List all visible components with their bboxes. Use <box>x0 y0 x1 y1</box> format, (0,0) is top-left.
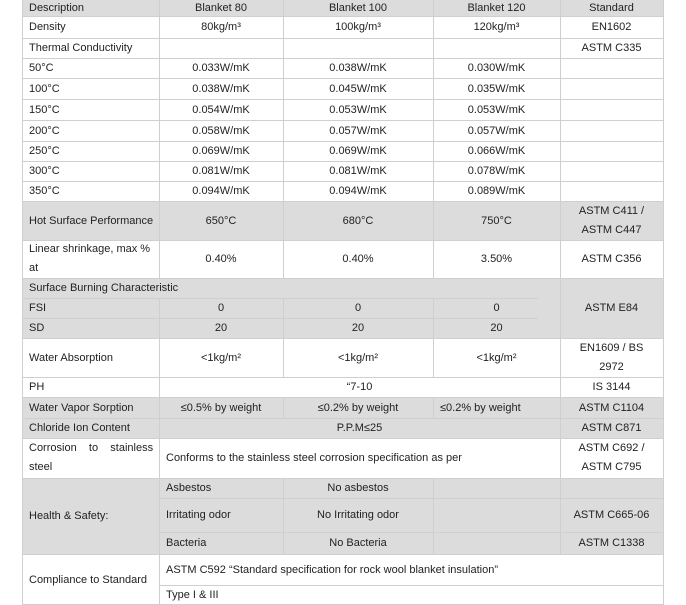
vapor-standard: ASTM C1104 <box>578 401 645 414</box>
corrosion-label-line1: Corrosion to stainless <box>29 442 154 454</box>
water-absorption-b120: <1kg/m² <box>476 351 517 364</box>
hot-surface-b80: 650°C <box>205 214 237 227</box>
hot-surface-std-line2: ASTM C447 <box>581 223 642 236</box>
temp-row <box>22 120 663 141</box>
sd-b100: 20 <box>351 322 365 334</box>
health-safety-block <box>22 478 663 554</box>
density-label: Density <box>29 21 66 33</box>
temp-b100: 0.038W/mK <box>329 62 387 74</box>
header-blanket-80: Blanket 80 <box>195 2 247 14</box>
temp-row <box>22 181 663 201</box>
shrinkage-label-line1: Linear shrinkage, max % <box>29 243 151 255</box>
temp-label: 250°C <box>29 145 60 157</box>
vapor-label: Water Vapor Sorption <box>29 401 134 414</box>
vapor-b120: ≤0.2% by weight <box>440 401 521 414</box>
temp-b80: 0.054W/mK <box>192 103 250 116</box>
sd-b120: 20 <box>490 322 503 334</box>
temp-b120: 0.057W/mK <box>467 124 526 137</box>
hot-surface-b100: 680°C <box>342 214 374 227</box>
corrosion-value: Conforms to the stainless steel corrosion specification as per <box>166 452 462 464</box>
temp-b80: 0.069W/mK <box>192 145 250 157</box>
vapor-b80: ≤0.5% by weight <box>180 401 262 414</box>
health-item-standard: ASTM C665-06 <box>573 509 650 521</box>
temp-row <box>22 78 663 99</box>
temp-label: 100°C <box>29 82 60 95</box>
temp-b80: 0.038W/mK <box>192 82 250 95</box>
surface-burning-block <box>22 278 663 338</box>
temp-label: 200°C <box>29 124 60 137</box>
corrosion-std-line1: ASTM C692 / <box>578 442 645 454</box>
temp-row <box>22 161 663 181</box>
header-standard: Standard <box>589 2 634 14</box>
temp-row <box>22 141 663 161</box>
temp-b100: 0.057W/mK <box>329 124 387 137</box>
temp-b120: 0.066W/mK <box>467 145 526 157</box>
surface-burning-label: Surface Burning Characteristic <box>29 282 179 294</box>
health-item-name: Asbestos <box>166 482 212 494</box>
corrosion-std-line2: ASTM C795 <box>581 461 642 473</box>
density-row <box>22 16 663 38</box>
hot-surface-row <box>22 201 663 240</box>
temp-label: 150°C <box>29 103 60 116</box>
temp-b120: 0.078W/mK <box>467 165 526 177</box>
water-absorption-std-line1: EN1609 / BS <box>579 341 644 354</box>
chloride-standard: ASTM C871 <box>581 422 642 434</box>
shrinkage-b80: 0.40% <box>205 253 237 265</box>
temp-row <box>22 99 663 120</box>
chloride-value: P.P.M≤25 <box>336 422 383 434</box>
fsi-label: FSI <box>29 302 47 314</box>
temp-b100: 0.053W/mK <box>329 103 387 116</box>
header-row <box>22 0 663 16</box>
chloride-label: Chloride Ion Content <box>29 422 130 434</box>
shrinkage-label <box>22 240 159 278</box>
temp-b120: 0.089W/mK <box>467 185 526 197</box>
hot-surface-b120: 750°C <box>481 214 512 227</box>
temp-b80: 0.094W/mK <box>192 185 250 197</box>
temp-b100: 0.069W/mK <box>329 145 387 157</box>
ph-row <box>22 377 663 397</box>
temp-b80: 0.058W/mK <box>192 124 250 137</box>
ph-value: “7-10 <box>346 381 373 393</box>
temp-b100: 0.045W/mK <box>329 82 387 95</box>
header-blanket-120: Blanket 120 <box>467 2 526 14</box>
compliance-line2: Type I & III <box>166 589 219 601</box>
ph-standard: IS 3144 <box>592 381 631 393</box>
compliance-row <box>22 554 663 605</box>
hot-surface-label: Hot Surface Performance <box>29 214 154 227</box>
compliance-label: Compliance to Standard <box>29 573 148 586</box>
water-absorption-std-line2: 2972 <box>599 360 624 373</box>
vapor-row <box>22 397 663 418</box>
ph-label: PH <box>29 381 45 393</box>
temp-b100: 0.094W/mK <box>329 185 387 197</box>
health-item-name: Irritating odor <box>166 509 231 521</box>
header-blanket-100: Blanket 100 <box>328 2 388 14</box>
health-item-value: No Bacteria <box>329 537 387 549</box>
water-absorption-standard <box>560 338 663 377</box>
vapor-b100: ≤0.2% by weight <box>317 401 399 414</box>
thermal-standard: ASTM C335 <box>581 42 642 54</box>
temp-label: 300°C <box>29 165 60 177</box>
water-absorption-b80: <1kg/m² <box>200 351 242 364</box>
hot-surface-standard <box>560 201 663 240</box>
thermal-label: Thermal Conductivity <box>29 42 133 54</box>
health-item-value: No asbestos <box>327 482 389 494</box>
density-b120: 120kg/m³ <box>473 21 520 33</box>
temp-b120: 0.035W/mK <box>467 82 526 95</box>
water-absorption-row <box>22 338 663 377</box>
corrosion-row <box>22 438 663 478</box>
water-absorption-b100: <1kg/m² <box>337 351 379 364</box>
shrinkage-b120: 3.50% <box>480 253 513 265</box>
header-description: Description <box>29 2 85 14</box>
corrosion-label <box>22 438 159 478</box>
temp-label: 350°C <box>29 185 60 197</box>
temp-b80: 0.081W/mK <box>192 165 250 177</box>
health-item-standard: ASTM C1338 <box>578 537 645 549</box>
health-item-name: Bacteria <box>166 537 207 549</box>
fsi-b80: 0 <box>217 302 225 314</box>
water-absorption-label: Water Absorption <box>29 351 113 364</box>
shrinkage-standard: ASTM C356 <box>581 253 642 265</box>
temp-b80: 0.033W/mK <box>192 62 250 74</box>
density-b100: 100kg/m³ <box>335 21 381 33</box>
temp-label: 50°C <box>29 62 54 74</box>
corrosion-label-line2: steel <box>29 461 53 473</box>
density-standard: EN1602 <box>591 21 632 33</box>
temp-b100: 0.081W/mK <box>329 165 387 177</box>
hot-surface-std-line1: ASTM C411 / <box>578 204 645 217</box>
chloride-row <box>22 418 663 438</box>
thermal-row <box>22 38 663 58</box>
corrosion-standard <box>560 438 663 478</box>
density-b80: 80kg/m³ <box>201 21 241 33</box>
temp-b120: 0.053W/mK <box>467 103 526 116</box>
compliance-line1: ASTM C592 “Standard specification for rock wool blanket insulation” <box>166 563 498 576</box>
health-safety-label: Health & Safety: <box>29 510 109 522</box>
temp-row <box>22 58 663 78</box>
shrinkage-label-line2: at <box>29 262 39 274</box>
sd-b80: 20 <box>214 322 228 334</box>
fsi-b120: 0 <box>493 302 500 314</box>
burning-standard: ASTM E84 <box>584 302 639 314</box>
sd-label: SD <box>29 322 45 334</box>
health-item-value: No Irritating odor <box>317 509 399 521</box>
temp-b120: 0.030W/mK <box>467 62 526 74</box>
shrinkage-row <box>22 240 663 278</box>
shrinkage-b100: 0.40% <box>342 253 374 265</box>
fsi-b100: 0 <box>354 302 362 314</box>
